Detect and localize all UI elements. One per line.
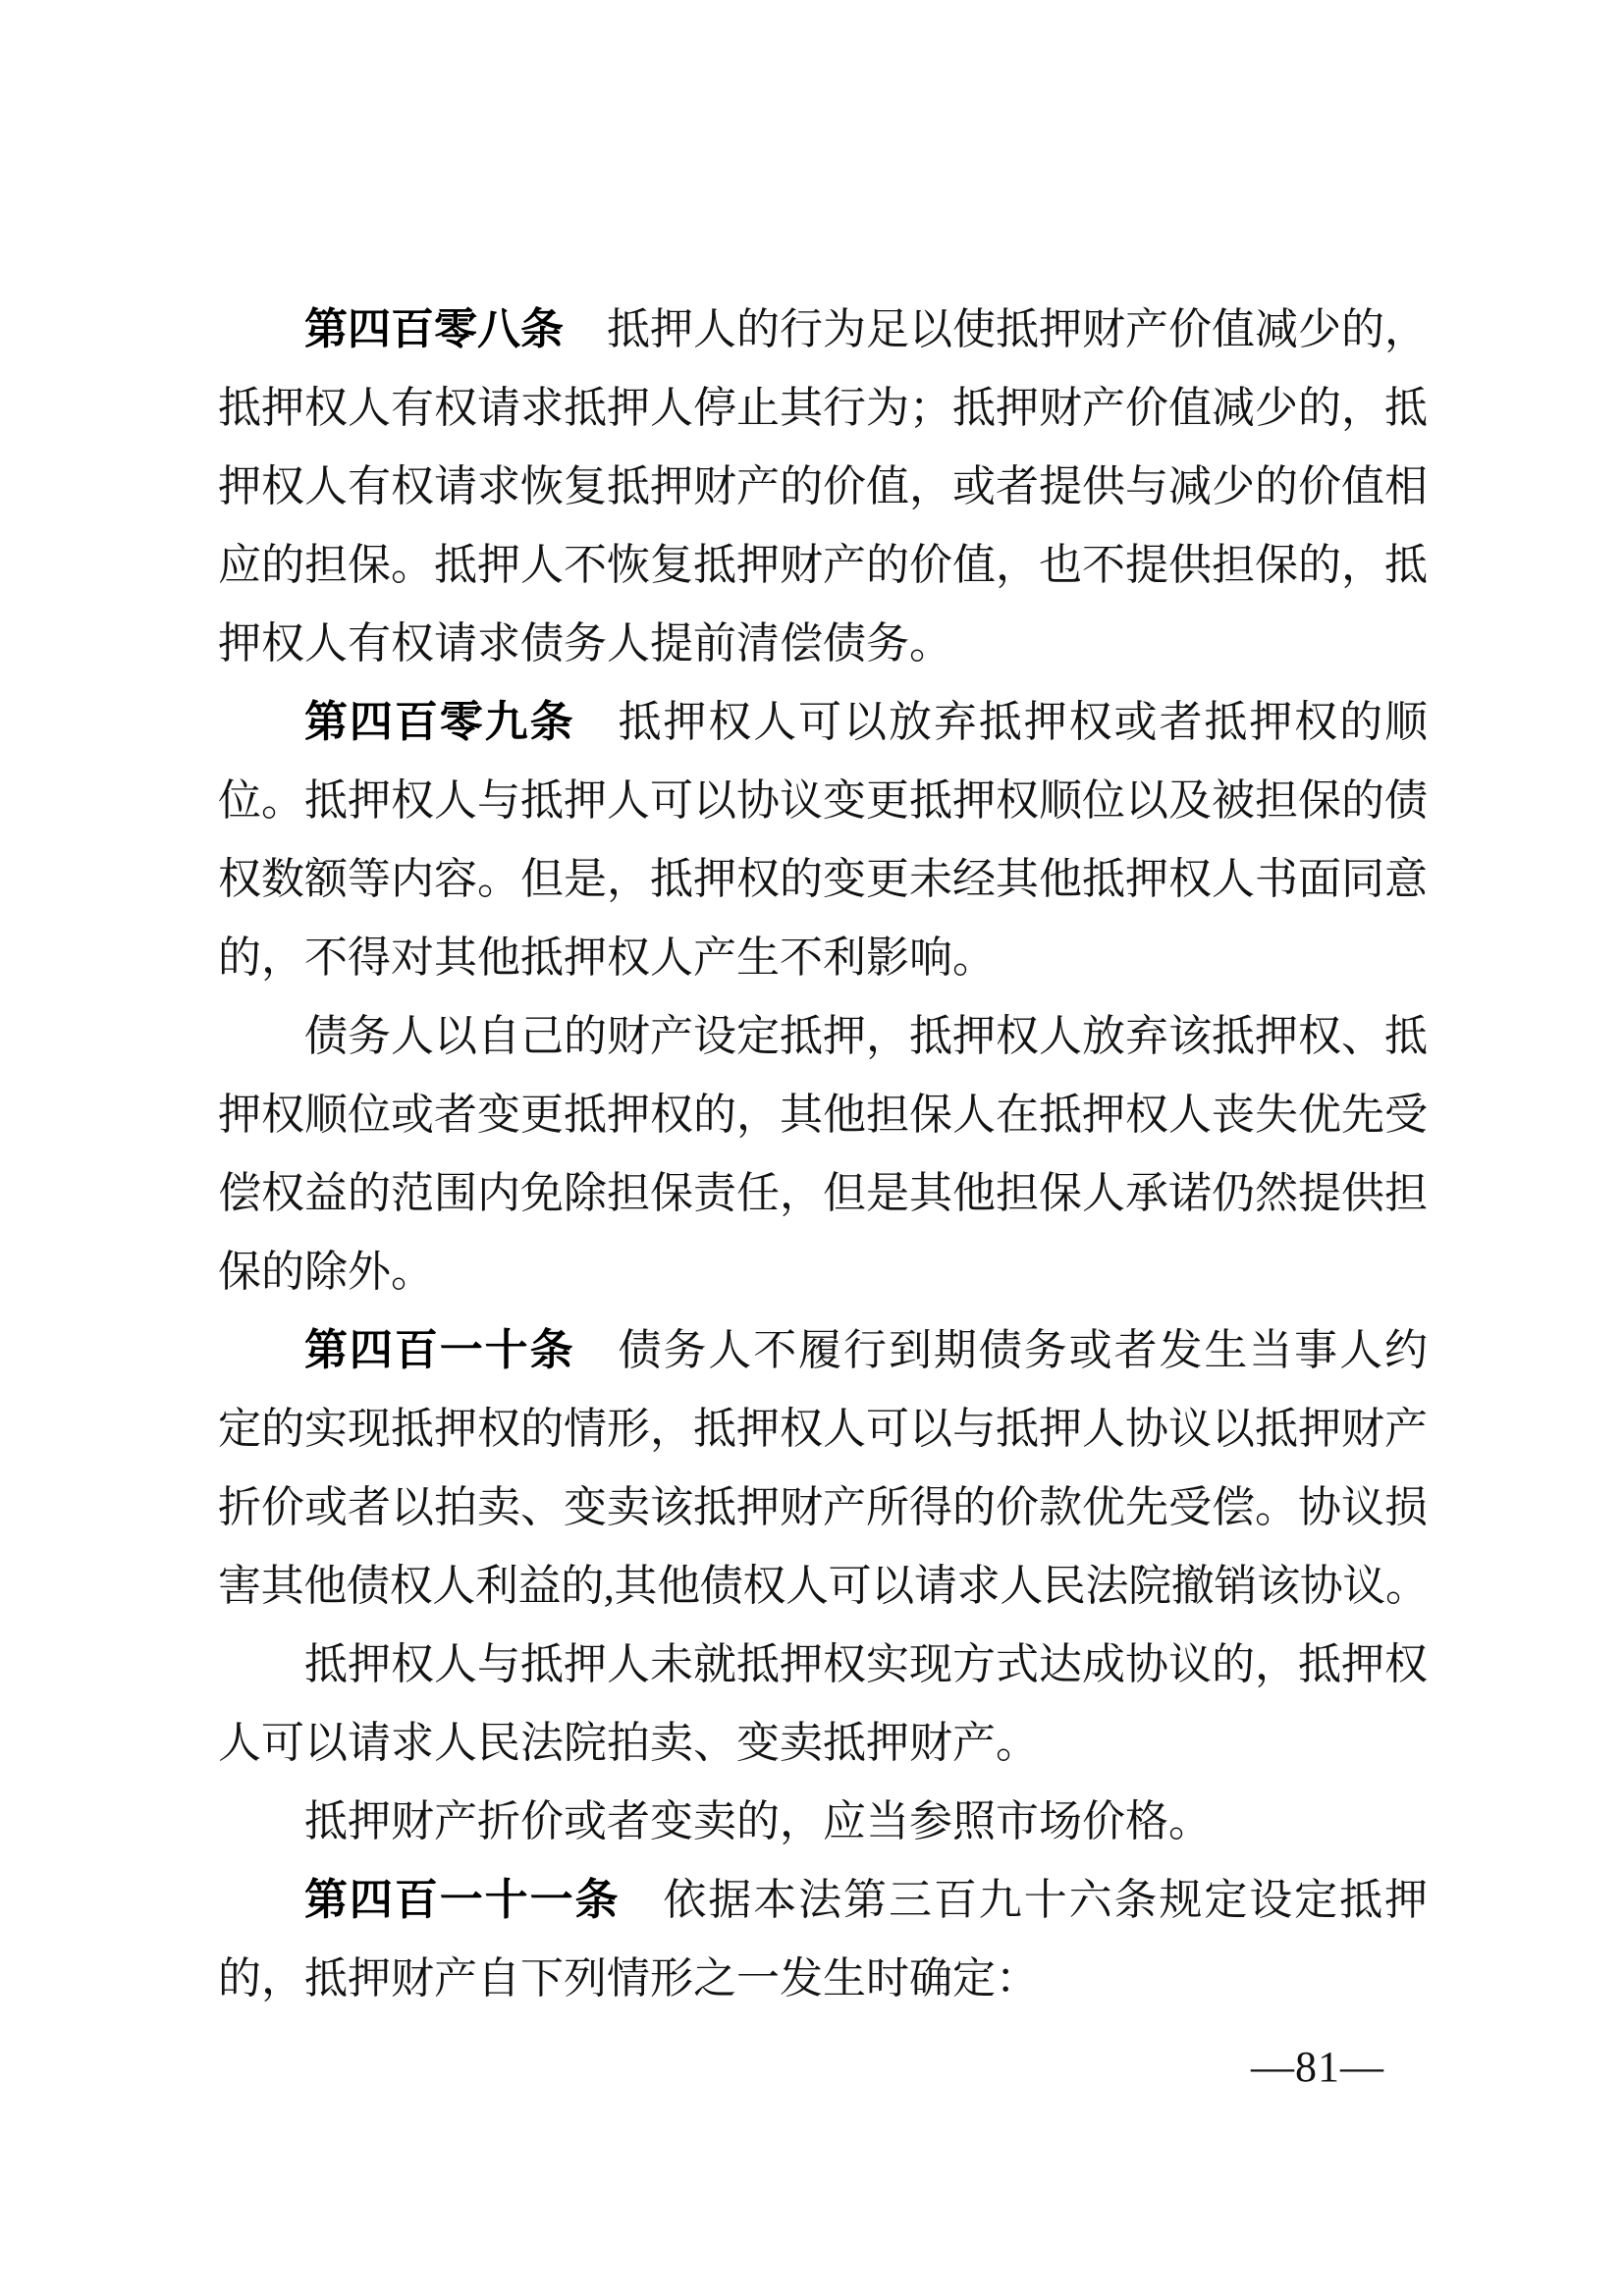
text-line (218, 997, 1428, 1076)
text-line (218, 840, 1428, 919)
line-text: 折价或者以拍卖、变卖该抵押财产所得的价款优先受偿。协议损 (218, 1483, 1428, 1531)
line-text: 押权人有权请求恢复抵押财产的价值，或者提供与减少的价值相 (218, 462, 1428, 510)
text-line (218, 762, 1428, 840)
article-number: 第四百一十一条 (304, 1876, 621, 1924)
text-line (218, 1626, 1428, 1704)
article-number: 第四百零九条 (304, 698, 575, 746)
text-line (218, 291, 1428, 369)
line-text: 抵押人的行为足以使抵押财产价值减少的， (607, 305, 1428, 353)
text-line (218, 1704, 1428, 1783)
line-text: 害其他债权人利益的,其他债权人可以请求人民法院撤销该协议。 (218, 1562, 1428, 1610)
line-text: 依据本法第三百九十六条规定设定抵押 (663, 1876, 1428, 1924)
text-line (218, 1940, 1428, 2018)
text-line (218, 1311, 1428, 1390)
line-text: 偿权益的范围内免除担保责任，但是其他担保人承诺仍然提供担 (218, 1169, 1428, 1217)
text-line (218, 1154, 1428, 1233)
article-number: 第四百零八条 (304, 305, 564, 353)
line-text: 应的担保。抵押人不恢复抵押财产的价值，也不提供担保的，抵 (218, 541, 1428, 589)
text-line (218, 1468, 1428, 1547)
line-text: 债务人不履行到期债务或者发生当事人约 (618, 1326, 1429, 1374)
law-text-block (218, 291, 1428, 2018)
line-text: 抵押财产折价或者变卖的，应当参照市场价格。 (304, 1797, 1212, 1845)
line-text: 保的除外。 (218, 1248, 434, 1296)
line-text: 押权人有权请求债务人提前清偿债务。 (218, 619, 952, 667)
text-line (218, 448, 1428, 526)
text-line (218, 919, 1428, 997)
text-line (218, 1861, 1428, 1940)
text-line (218, 1390, 1428, 1468)
line-text: 抵押权人与抵押人未就抵押权实现方式达成协议的，抵押权 (304, 1640, 1428, 1688)
line-text: 定的实现抵押权的情形，抵押权人可以与抵押人协议以抵押财产 (218, 1405, 1428, 1453)
line-text: 债务人以自己的财产设定抵押，抵押权人放弃该抵押权、抵 (304, 1012, 1428, 1060)
text-line (218, 1547, 1428, 1626)
text-line (218, 1076, 1428, 1154)
text-line (218, 1783, 1428, 1861)
page-number: —81— (1251, 2043, 1384, 2091)
text-line (218, 369, 1428, 448)
text-line (218, 683, 1428, 762)
article-number: 第四百一十条 (304, 1326, 575, 1374)
line-text: 人可以请求人民法院拍卖、变卖抵押财产。 (218, 1719, 1039, 1767)
text-line (218, 526, 1428, 605)
line-text: 抵押权人可以放弃抵押权或者抵押权的顺 (618, 698, 1429, 746)
line-text: 押权顺位或者变更抵押权的，其他担保人在抵押权人丧失优先受 (218, 1091, 1428, 1139)
line-text: 的，抵押财产自下列情形之一发生时确定： (218, 1954, 1039, 2002)
line-text: 位。抵押权人与抵押人可以协议变更抵押权顺位以及被担保的债 (218, 776, 1428, 825)
line-text: 权数额等内容。但是，抵押权的变更未经其他抵押权人书面同意 (218, 855, 1428, 903)
text-line (218, 605, 1428, 683)
line-text: 抵押权人有权请求抵押人停止其行为；抵押财产价值减少的，抵 (218, 384, 1428, 432)
text-line (218, 1233, 1428, 1311)
line-text: 的，不得对其他抵押权人产生不利影响。 (218, 934, 996, 982)
